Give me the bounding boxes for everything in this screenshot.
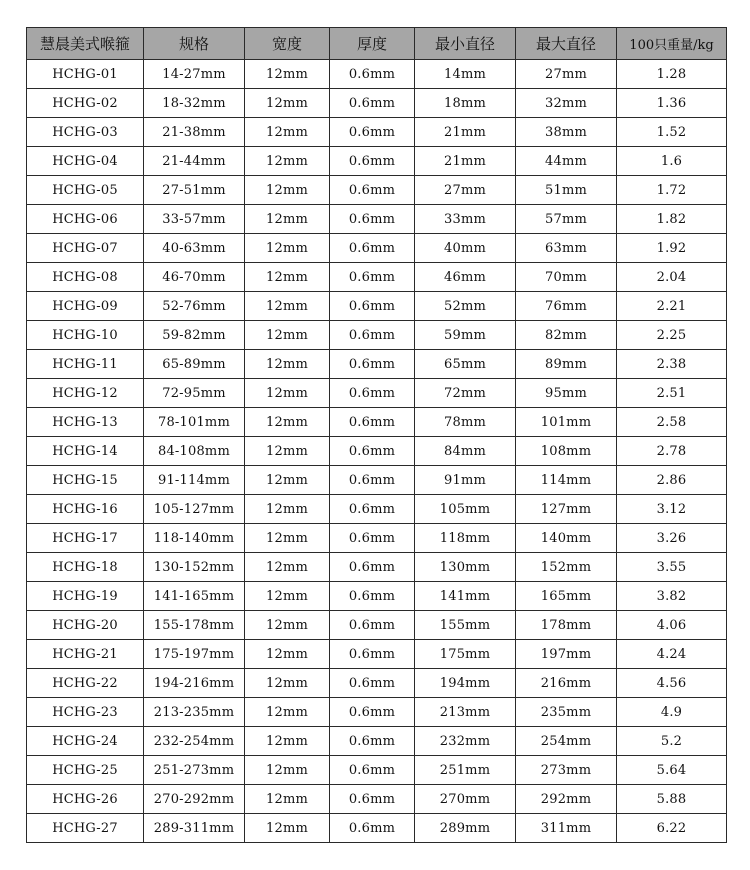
cell-spec: 21-38mm <box>144 118 245 147</box>
cell-model: HCHG-25 <box>27 756 144 785</box>
table-row <box>27 669 727 698</box>
table-row <box>27 698 727 727</box>
cell-weight: 1.82 <box>617 205 727 234</box>
cell-min-diameter: 59mm <box>415 321 516 350</box>
cell-weight: 2.25 <box>617 321 727 350</box>
cell-min-diameter: 270mm <box>415 785 516 814</box>
cell-width: 12mm <box>245 118 330 147</box>
table-row <box>27 263 727 292</box>
header-min-diameter: 最小直径 <box>415 28 516 60</box>
cell-min-diameter: 175mm <box>415 640 516 669</box>
cell-model: HCHG-07 <box>27 234 144 263</box>
cell-thickness: 0.6mm <box>330 263 415 292</box>
cell-model: HCHG-22 <box>27 669 144 698</box>
cell-spec: 232-254mm <box>144 727 245 756</box>
cell-weight: 1.6 <box>617 147 727 176</box>
cell-width: 12mm <box>245 176 330 205</box>
cell-spec: 270-292mm <box>144 785 245 814</box>
cell-min-diameter: 105mm <box>415 495 516 524</box>
cell-min-diameter: 141mm <box>415 582 516 611</box>
table-body <box>27 60 727 843</box>
cell-spec: 72-95mm <box>144 379 245 408</box>
header-model: 慧晨美式喉箍 <box>27 28 144 60</box>
cell-model: HCHG-18 <box>27 553 144 582</box>
cell-min-diameter: 289mm <box>415 814 516 843</box>
cell-spec: 155-178mm <box>144 611 245 640</box>
cell-thickness: 0.6mm <box>330 350 415 379</box>
cell-model: HCHG-10 <box>27 321 144 350</box>
cell-thickness: 0.6mm <box>330 118 415 147</box>
cell-max-diameter: 82mm <box>516 321 617 350</box>
cell-weight: 4.24 <box>617 640 727 669</box>
cell-thickness: 0.6mm <box>330 611 415 640</box>
cell-weight: 4.56 <box>617 669 727 698</box>
table-row <box>27 756 727 785</box>
table-row <box>27 640 727 669</box>
table-row <box>27 582 727 611</box>
cell-width: 12mm <box>245 379 330 408</box>
cell-max-diameter: 63mm <box>516 234 617 263</box>
cell-spec: 46-70mm <box>144 263 245 292</box>
cell-min-diameter: 65mm <box>415 350 516 379</box>
cell-thickness: 0.6mm <box>330 321 415 350</box>
cell-weight: 5.88 <box>617 785 727 814</box>
cell-max-diameter: 165mm <box>516 582 617 611</box>
table-row <box>27 611 727 640</box>
cell-width: 12mm <box>245 640 330 669</box>
cell-spec: 175-197mm <box>144 640 245 669</box>
table-row <box>27 814 727 843</box>
cell-model: HCHG-24 <box>27 727 144 756</box>
cell-thickness: 0.6mm <box>330 89 415 118</box>
cell-spec: 118-140mm <box>144 524 245 553</box>
hose-clamp-spec-table <box>26 27 727 843</box>
cell-thickness: 0.6mm <box>330 785 415 814</box>
cell-min-diameter: 52mm <box>415 292 516 321</box>
table-row <box>27 785 727 814</box>
cell-spec: 213-235mm <box>144 698 245 727</box>
cell-model: HCHG-20 <box>27 611 144 640</box>
cell-min-diameter: 72mm <box>415 379 516 408</box>
cell-weight: 1.52 <box>617 118 727 147</box>
cell-weight: 1.36 <box>617 89 727 118</box>
header-thickness: 厚度 <box>330 28 415 60</box>
header-max-diameter: 最大直径 <box>516 28 617 60</box>
cell-weight: 2.51 <box>617 379 727 408</box>
cell-min-diameter: 130mm <box>415 553 516 582</box>
cell-model: HCHG-26 <box>27 785 144 814</box>
cell-thickness: 0.6mm <box>330 756 415 785</box>
cell-weight: 5.2 <box>617 727 727 756</box>
cell-weight: 2.04 <box>617 263 727 292</box>
cell-spec: 251-273mm <box>144 756 245 785</box>
cell-width: 12mm <box>245 466 330 495</box>
cell-min-diameter: 118mm <box>415 524 516 553</box>
cell-thickness: 0.6mm <box>330 495 415 524</box>
cell-weight: 2.78 <box>617 437 727 466</box>
cell-model: HCHG-03 <box>27 118 144 147</box>
cell-max-diameter: 76mm <box>516 292 617 321</box>
cell-spec: 52-76mm <box>144 292 245 321</box>
cell-min-diameter: 84mm <box>415 437 516 466</box>
cell-width: 12mm <box>245 408 330 437</box>
cell-model: HCHG-05 <box>27 176 144 205</box>
table-row <box>27 321 727 350</box>
cell-max-diameter: 114mm <box>516 466 617 495</box>
cell-spec: 130-152mm <box>144 553 245 582</box>
cell-spec: 91-114mm <box>144 466 245 495</box>
cell-spec: 21-44mm <box>144 147 245 176</box>
cell-spec: 18-32mm <box>144 89 245 118</box>
cell-thickness: 0.6mm <box>330 205 415 234</box>
cell-max-diameter: 292mm <box>516 785 617 814</box>
cell-width: 12mm <box>245 321 330 350</box>
cell-min-diameter: 21mm <box>415 118 516 147</box>
cell-model: HCHG-19 <box>27 582 144 611</box>
cell-model: HCHG-21 <box>27 640 144 669</box>
cell-weight: 2.58 <box>617 408 727 437</box>
table-row <box>27 292 727 321</box>
cell-max-diameter: 127mm <box>516 495 617 524</box>
cell-min-diameter: 213mm <box>415 698 516 727</box>
cell-thickness: 0.6mm <box>330 553 415 582</box>
cell-weight: 1.28 <box>617 60 727 89</box>
cell-model: HCHG-04 <box>27 147 144 176</box>
table-header <box>27 28 727 60</box>
cell-min-diameter: 232mm <box>415 727 516 756</box>
cell-width: 12mm <box>245 437 330 466</box>
cell-model: HCHG-17 <box>27 524 144 553</box>
cell-max-diameter: 44mm <box>516 147 617 176</box>
table-row <box>27 524 727 553</box>
cell-model: HCHG-09 <box>27 292 144 321</box>
cell-max-diameter: 197mm <box>516 640 617 669</box>
cell-width: 12mm <box>245 756 330 785</box>
cell-spec: 105-127mm <box>144 495 245 524</box>
table-row <box>27 553 727 582</box>
cell-spec: 194-216mm <box>144 669 245 698</box>
header-row <box>27 28 727 60</box>
cell-spec: 40-63mm <box>144 234 245 263</box>
cell-width: 12mm <box>245 698 330 727</box>
cell-min-diameter: 155mm <box>415 611 516 640</box>
cell-weight: 1.72 <box>617 176 727 205</box>
table-row <box>27 205 727 234</box>
cell-min-diameter: 33mm <box>415 205 516 234</box>
cell-spec: 78-101mm <box>144 408 245 437</box>
cell-min-diameter: 91mm <box>415 466 516 495</box>
cell-thickness: 0.6mm <box>330 234 415 263</box>
cell-width: 12mm <box>245 495 330 524</box>
cell-min-diameter: 14mm <box>415 60 516 89</box>
cell-thickness: 0.6mm <box>330 437 415 466</box>
cell-max-diameter: 235mm <box>516 698 617 727</box>
cell-model: HCHG-01 <box>27 60 144 89</box>
cell-thickness: 0.6mm <box>330 727 415 756</box>
cell-spec: 84-108mm <box>144 437 245 466</box>
table-row <box>27 727 727 756</box>
cell-width: 12mm <box>245 263 330 292</box>
table-row <box>27 408 727 437</box>
cell-spec: 59-82mm <box>144 321 245 350</box>
cell-weight: 3.55 <box>617 553 727 582</box>
cell-max-diameter: 152mm <box>516 553 617 582</box>
cell-width: 12mm <box>245 669 330 698</box>
cell-width: 12mm <box>245 553 330 582</box>
cell-width: 12mm <box>245 234 330 263</box>
cell-max-diameter: 51mm <box>516 176 617 205</box>
cell-max-diameter: 311mm <box>516 814 617 843</box>
table-row <box>27 466 727 495</box>
table-row <box>27 234 727 263</box>
cell-max-diameter: 254mm <box>516 727 617 756</box>
cell-weight: 3.12 <box>617 495 727 524</box>
cell-max-diameter: 27mm <box>516 60 617 89</box>
cell-weight: 6.22 <box>617 814 727 843</box>
cell-thickness: 0.6mm <box>330 669 415 698</box>
cell-model: HCHG-23 <box>27 698 144 727</box>
table-row <box>27 89 727 118</box>
cell-thickness: 0.6mm <box>330 147 415 176</box>
cell-weight: 2.21 <box>617 292 727 321</box>
cell-weight: 2.86 <box>617 466 727 495</box>
cell-thickness: 0.6mm <box>330 466 415 495</box>
cell-max-diameter: 178mm <box>516 611 617 640</box>
cell-max-diameter: 38mm <box>516 118 617 147</box>
cell-min-diameter: 18mm <box>415 89 516 118</box>
table-row <box>27 118 727 147</box>
table-row <box>27 437 727 466</box>
cell-model: HCHG-06 <box>27 205 144 234</box>
header-weight: 100只重量/kg <box>617 28 727 60</box>
cell-model: HCHG-14 <box>27 437 144 466</box>
cell-min-diameter: 27mm <box>415 176 516 205</box>
cell-max-diameter: 70mm <box>516 263 617 292</box>
cell-width: 12mm <box>245 524 330 553</box>
cell-weight: 5.64 <box>617 756 727 785</box>
cell-max-diameter: 273mm <box>516 756 617 785</box>
cell-min-diameter: 78mm <box>415 408 516 437</box>
table-row <box>27 176 727 205</box>
cell-max-diameter: 216mm <box>516 669 617 698</box>
cell-thickness: 0.6mm <box>330 582 415 611</box>
cell-weight: 3.26 <box>617 524 727 553</box>
table-row <box>27 379 727 408</box>
header-spec: 规格 <box>144 28 245 60</box>
cell-width: 12mm <box>245 785 330 814</box>
cell-min-diameter: 21mm <box>415 147 516 176</box>
cell-width: 12mm <box>245 147 330 176</box>
cell-max-diameter: 57mm <box>516 205 617 234</box>
cell-thickness: 0.6mm <box>330 60 415 89</box>
cell-thickness: 0.6mm <box>330 698 415 727</box>
cell-width: 12mm <box>245 582 330 611</box>
table-row <box>27 495 727 524</box>
cell-width: 12mm <box>245 292 330 321</box>
cell-model: HCHG-02 <box>27 89 144 118</box>
cell-thickness: 0.6mm <box>330 292 415 321</box>
cell-model: HCHG-15 <box>27 466 144 495</box>
cell-model: HCHG-08 <box>27 263 144 292</box>
cell-model: HCHG-16 <box>27 495 144 524</box>
cell-spec: 14-27mm <box>144 60 245 89</box>
cell-spec: 33-57mm <box>144 205 245 234</box>
cell-min-diameter: 40mm <box>415 234 516 263</box>
cell-min-diameter: 251mm <box>415 756 516 785</box>
cell-width: 12mm <box>245 814 330 843</box>
cell-thickness: 0.6mm <box>330 814 415 843</box>
cell-spec: 27-51mm <box>144 176 245 205</box>
header-width: 宽度 <box>245 28 330 60</box>
cell-width: 12mm <box>245 727 330 756</box>
cell-width: 12mm <box>245 350 330 379</box>
cell-weight: 4.9 <box>617 698 727 727</box>
cell-width: 12mm <box>245 60 330 89</box>
cell-weight: 1.92 <box>617 234 727 263</box>
cell-thickness: 0.6mm <box>330 379 415 408</box>
cell-max-diameter: 108mm <box>516 437 617 466</box>
cell-model: HCHG-13 <box>27 408 144 437</box>
cell-thickness: 0.6mm <box>330 408 415 437</box>
table-row <box>27 350 727 379</box>
cell-width: 12mm <box>245 89 330 118</box>
cell-max-diameter: 95mm <box>516 379 617 408</box>
cell-spec: 289-311mm <box>144 814 245 843</box>
cell-width: 12mm <box>245 611 330 640</box>
cell-max-diameter: 32mm <box>516 89 617 118</box>
cell-width: 12mm <box>245 205 330 234</box>
cell-model: HCHG-11 <box>27 350 144 379</box>
cell-weight: 4.06 <box>617 611 727 640</box>
cell-thickness: 0.6mm <box>330 524 415 553</box>
table-row <box>27 60 727 89</box>
cell-min-diameter: 46mm <box>415 263 516 292</box>
cell-max-diameter: 101mm <box>516 408 617 437</box>
cell-thickness: 0.6mm <box>330 176 415 205</box>
cell-spec: 65-89mm <box>144 350 245 379</box>
cell-min-diameter: 194mm <box>415 669 516 698</box>
cell-max-diameter: 140mm <box>516 524 617 553</box>
cell-spec: 141-165mm <box>144 582 245 611</box>
cell-model: HCHG-12 <box>27 379 144 408</box>
cell-weight: 3.82 <box>617 582 727 611</box>
cell-thickness: 0.6mm <box>330 640 415 669</box>
cell-weight: 2.38 <box>617 350 727 379</box>
cell-max-diameter: 89mm <box>516 350 617 379</box>
cell-model: HCHG-27 <box>27 814 144 843</box>
table-row <box>27 147 727 176</box>
